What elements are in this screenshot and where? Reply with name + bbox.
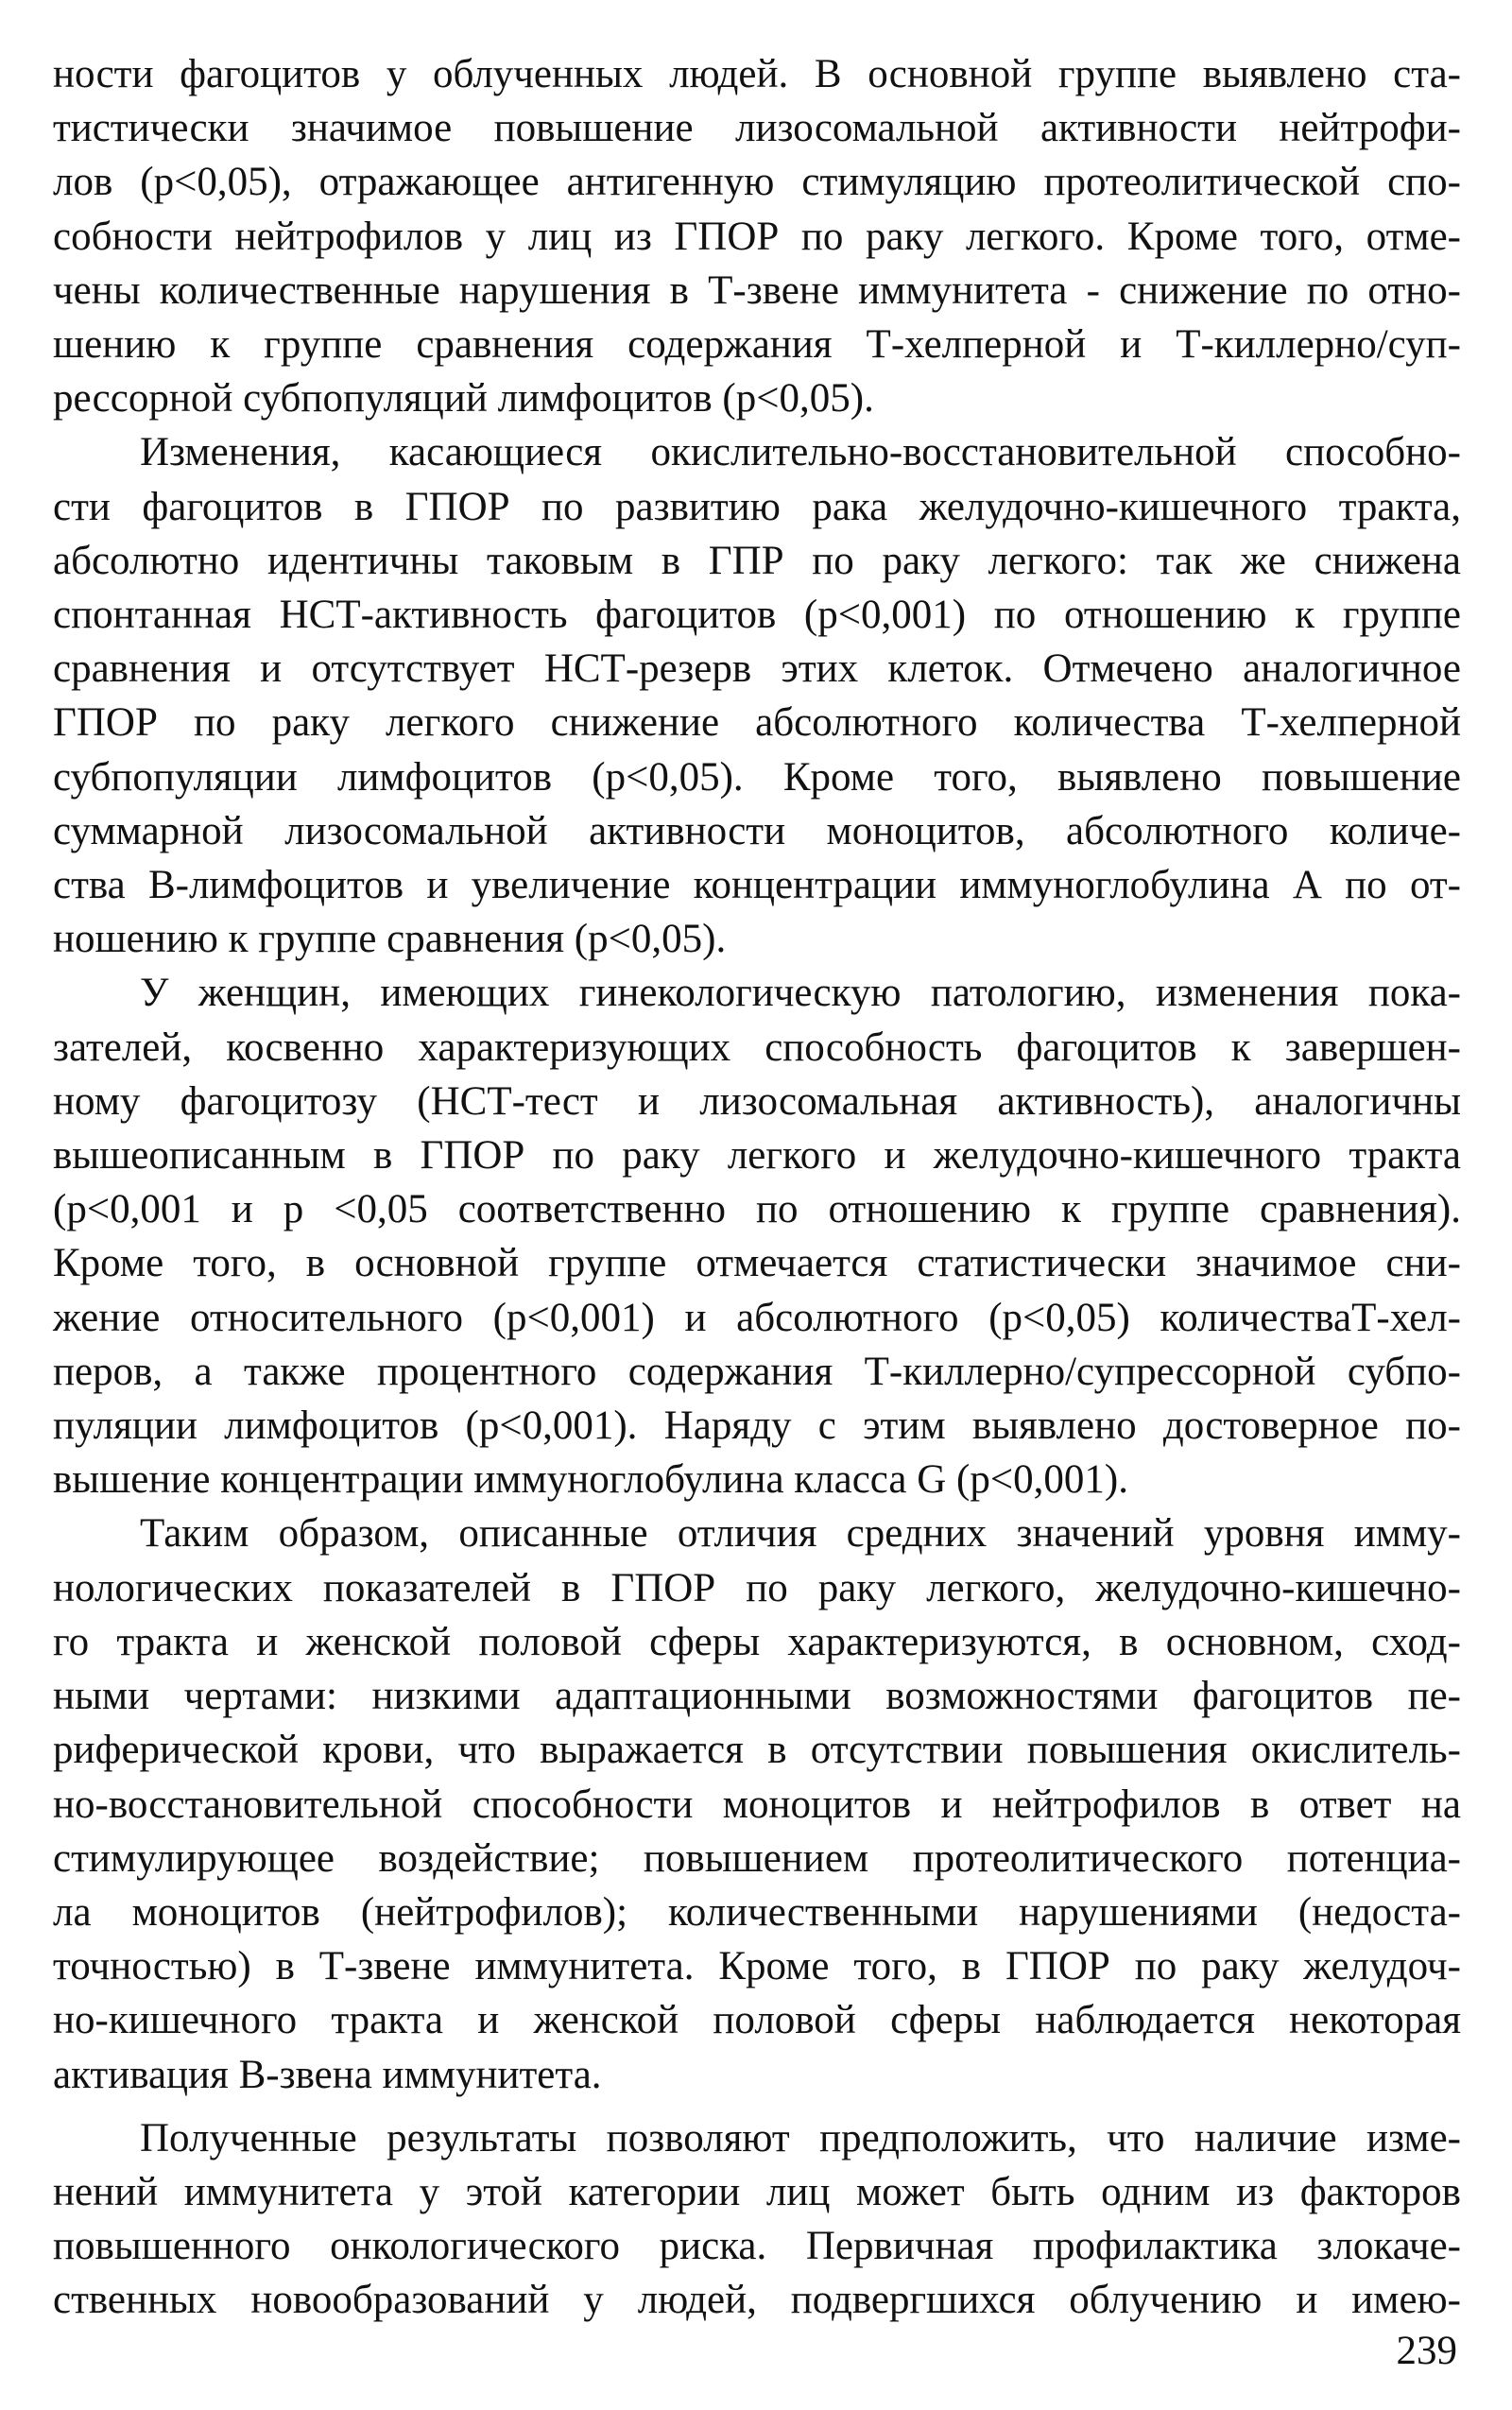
text-line: нологических показателей в ГПОР по раку легкого, желудочно-кишечно-: [53, 1565, 1461, 1610]
text-line: го тракта и женской половой сферы характеризуются, в основном, сход-: [53, 1619, 1461, 1664]
text-line: нений иммунитета у этой категории лиц может быть одним из факторов: [53, 2169, 1461, 2214]
text-line: перов, а также процентного содержания Т-киллерно/супрессорной субпо-: [53, 1349, 1461, 1394]
text-line: вышение концентрации иммуноглобулина класса G (p<0,001).: [53, 1457, 1128, 1503]
text-line: риферической крови, что выражается в отсутствии повышения окислитель-: [53, 1728, 1461, 1773]
paragraph-5: [53, 2111, 1461, 2328]
text-line: рессорной субпопуляций лимфоцитов (p<0,05).: [53, 376, 874, 422]
text-line: но-кишечного тракта и женской половой сферы наблюдается некоторая: [53, 1998, 1461, 2043]
text-line: точностью) в Т-звене иммунитета. Кроме того, в ГПОР по раку желудоч-: [53, 1944, 1461, 1989]
paragraph-2: [53, 425, 1461, 966]
paragraph-3: [53, 966, 1461, 1506]
text-line: чены количественные нарушения в Т-звене иммунитета - снижение по отно-: [53, 267, 1461, 313]
text-line: ла моноцитов (нейтрофилов); количественными нарушениями (недоста-: [53, 1889, 1461, 1935]
text-line: У женщин, имеющих гинекологическую патологию, изменения пока-: [140, 971, 1461, 1016]
paragraph-gap: [53, 2102, 1461, 2111]
text-line: абсолютно идентичны таковым в ГПР по раку легкого: так же снижена: [53, 538, 1461, 583]
text-line: субпопуляции лимфоцитов (p<0,05). Кроме того, выявлено повышение: [53, 754, 1461, 800]
text-line: ными чертами: низкими адаптационными возможностями фагоцитов пе-: [53, 1674, 1461, 1719]
text-line: собности нейтрофилов у лиц из ГПОР по раку легкого. Кроме того, отме-: [53, 214, 1461, 259]
text-line: сти фагоцитов в ГПОР по развитию рака желудочно-кишечного тракта,: [53, 484, 1461, 529]
text-line: сравнения и отсутствует НСТ-резерв этих клеток. Отмечено аналогичное: [53, 646, 1461, 692]
text-line: но-восстановительной способности моноцитов и нейтрофилов в ответ на: [53, 1782, 1461, 1827]
text-line: Полученные результаты позволяют предположить, что наличие изме-: [140, 2115, 1461, 2160]
paragraph-4: [53, 1506, 1461, 2101]
text-line: вышеописанным в ГПОР по раку легкого и желудочно-кишечного тракта: [53, 1133, 1461, 1179]
text-line: стимулирующее воздействие; повышением протеолитического потенциа-: [53, 1835, 1461, 1881]
text-line: ношению к группе сравнения (p<0,05).: [53, 917, 727, 962]
text-line: Кроме того, в основной группе отмечается статистически значимое сни-: [53, 1241, 1461, 1286]
text-line: Таким образом, описанные отличия средних значений уровня имму-: [140, 1511, 1461, 1557]
text-line: ства В-лимфоцитов и увеличение концентрации иммуноглобулина А по от-: [53, 863, 1461, 908]
text-line: зателей, косвенно характеризующих способность фагоцитов к завершен-: [53, 1024, 1461, 1070]
paragraph-1: [53, 47, 1461, 425]
text-line: жение относительного (p<0,001) и абсолютного (p<0,05) количестваТ-хел-: [53, 1295, 1461, 1340]
text-line: Изменения, касающиеся окислительно-восстановительной способно-: [140, 430, 1461, 475]
text-line: повышенного онкологического риска. Первичная профилактика злокаче-: [53, 2224, 1461, 2269]
text-line: шению к группе сравнения содержания Т-хелперной и Т-киллерно/суп-: [53, 322, 1461, 368]
text-line: ному фагоцитозу (НСТ-тест и лизосомальная активность), аналогичны: [53, 1078, 1461, 1124]
text-line: (p<0,001 и p <0,05 соответственно по отношению к группе сравнения).: [53, 1187, 1461, 1232]
text-line: спонтанная НСТ-активность фагоцитов (p<0,001) по отношению к группе: [53, 593, 1461, 638]
text-line: ности фагоцитов у облученных людей. В основной группе выявлено ста-: [53, 52, 1461, 96]
text-line: ственных новообразований у людей, подвергшихся облучению и имею-: [53, 2278, 1461, 2323]
page-number: 239: [1396, 2329, 1457, 2373]
text-line: лов (p<0,05), отражающее антигенную стимуляцию протеолитической спо-: [53, 160, 1461, 205]
text-line: суммарной лизосомальной активности моноцитов, абсолютного количе-: [53, 808, 1461, 853]
text-line: активация В-звена иммунитета.: [53, 2052, 602, 2097]
text-line: пуляции лимфоцитов (p<0,001). Наряду с этим выявлено достоверное по-: [53, 1403, 1461, 1449]
text-line: тистически значимое повышение лизосомальной активности нейтрофи-: [53, 106, 1461, 151]
page-body: [53, 47, 1461, 2328]
text-line: ГПОР по раку легкого снижение абсолютного количества Т-хелперной: [53, 700, 1461, 746]
